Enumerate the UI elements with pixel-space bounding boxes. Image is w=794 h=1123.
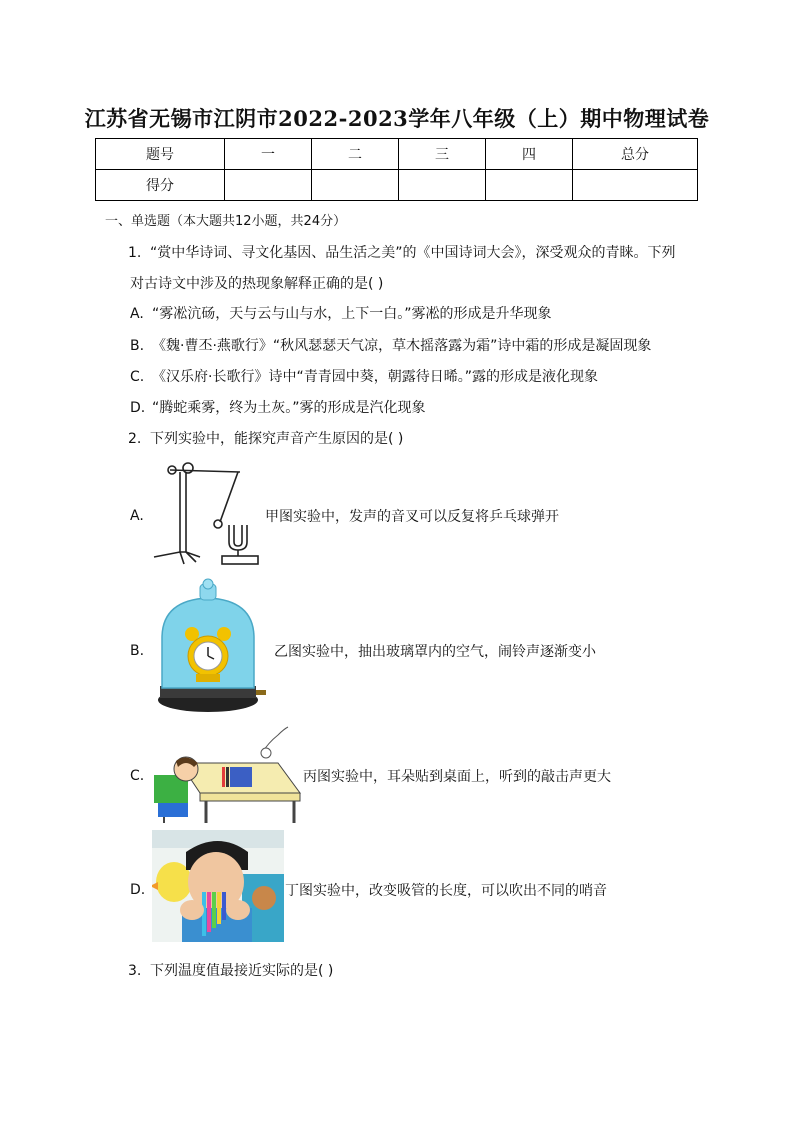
score-table-header-row [96, 139, 698, 170]
option-letter: A. [130, 306, 144, 322]
option-text: 《汉乐府·长歌行》诗中“青青园中葵，朝露待日晞。”露的形成是液化现象 [152, 369, 598, 385]
q2-option-a-letter[interactable]: A. [130, 508, 144, 524]
score-header-cell: 题号 [96, 139, 225, 170]
q2-option-c-text: 丙图实验中，耳朵贴到桌面上，听到的敲击声更大 [303, 769, 611, 785]
option-letter: C. [130, 369, 145, 385]
score-header-cell: 三 [399, 139, 486, 170]
score-header-cell: 一 [225, 139, 312, 170]
bell-jar-figure [152, 578, 270, 718]
question-1-stem [128, 242, 676, 262]
q2-option-d-letter[interactable]: D. [130, 882, 146, 898]
option-letter: D. [130, 400, 146, 416]
score-cell[interactable] [573, 170, 698, 201]
question-number: 3. [128, 963, 142, 979]
q2-option-b-text: 乙图实验中，抽出玻璃罩内的空气，闹铃声逐渐变小 [274, 644, 596, 660]
question-3-stem [128, 960, 333, 980]
score-cell[interactable] [225, 170, 312, 201]
score-header-cell: 二 [312, 139, 399, 170]
q1-option-b[interactable] [130, 335, 651, 355]
option-text: “腾蛇乘雾，终为土灰。”雾的形成是汽化现象 [152, 400, 426, 416]
score-header-cell: 总分 [573, 139, 698, 170]
option-text: “雾凇沆砀，天与云与山与水，上下一白。”雾凇的形成是升华现象 [152, 306, 552, 322]
ear-on-desk-figure [150, 725, 302, 825]
score-cell[interactable] [399, 170, 486, 201]
q1-option-d[interactable] [130, 397, 426, 417]
score-cell[interactable] [312, 170, 399, 201]
option-letter: B. [130, 338, 145, 354]
q2-option-b-letter[interactable]: B. [130, 643, 145, 659]
straw-pipe-figure [152, 830, 284, 942]
question-text: 下列实验中，能探究声音产生原因的是( ) [150, 431, 404, 447]
question-number: 1. [128, 245, 142, 261]
q2-option-a-text: 甲图实验中，发声的音叉可以反复将乒乓球弹开 [265, 509, 559, 525]
score-header-cell: 四 [486, 139, 573, 170]
question-text: “赏中华诗词、寻文化基因、品生活之美”的《中国诗词大会》，深受观众的青睐。下列 [150, 245, 676, 261]
score-row-label: 得分 [96, 170, 225, 201]
page-title: 江苏省无锡市江阴市2022-2023学年八年级（上）期中物理试卷 [84, 106, 710, 131]
q1-option-a[interactable] [130, 303, 552, 323]
question-1-stem-cont: 对古诗文中涉及的热现象解释正确的是( ) [130, 276, 384, 292]
q1-option-c[interactable] [130, 366, 598, 386]
score-table [95, 138, 698, 201]
question-text: 下列温度值最接近实际的是( ) [150, 963, 334, 979]
question-number: 2. [128, 431, 142, 447]
q2-option-d-text: 丁图实验中，改变吸管的长度，可以吹出不同的哨音 [285, 883, 607, 899]
q2-option-c-letter[interactable]: C. [130, 768, 145, 784]
score-table-score-row [96, 170, 698, 201]
tuning-fork-pendulum-figure [150, 460, 265, 570]
question-2-stem [128, 428, 403, 448]
option-text: 《魏·曹丕·燕歌行》“秋风瑟瑟天气凉，草木摇落露为霜”诗中霜的形成是凝固现象 [152, 338, 652, 354]
section-heading: 一、单选题（本大题共12小题，共24分） [105, 214, 347, 229]
score-cell[interactable] [486, 170, 573, 201]
